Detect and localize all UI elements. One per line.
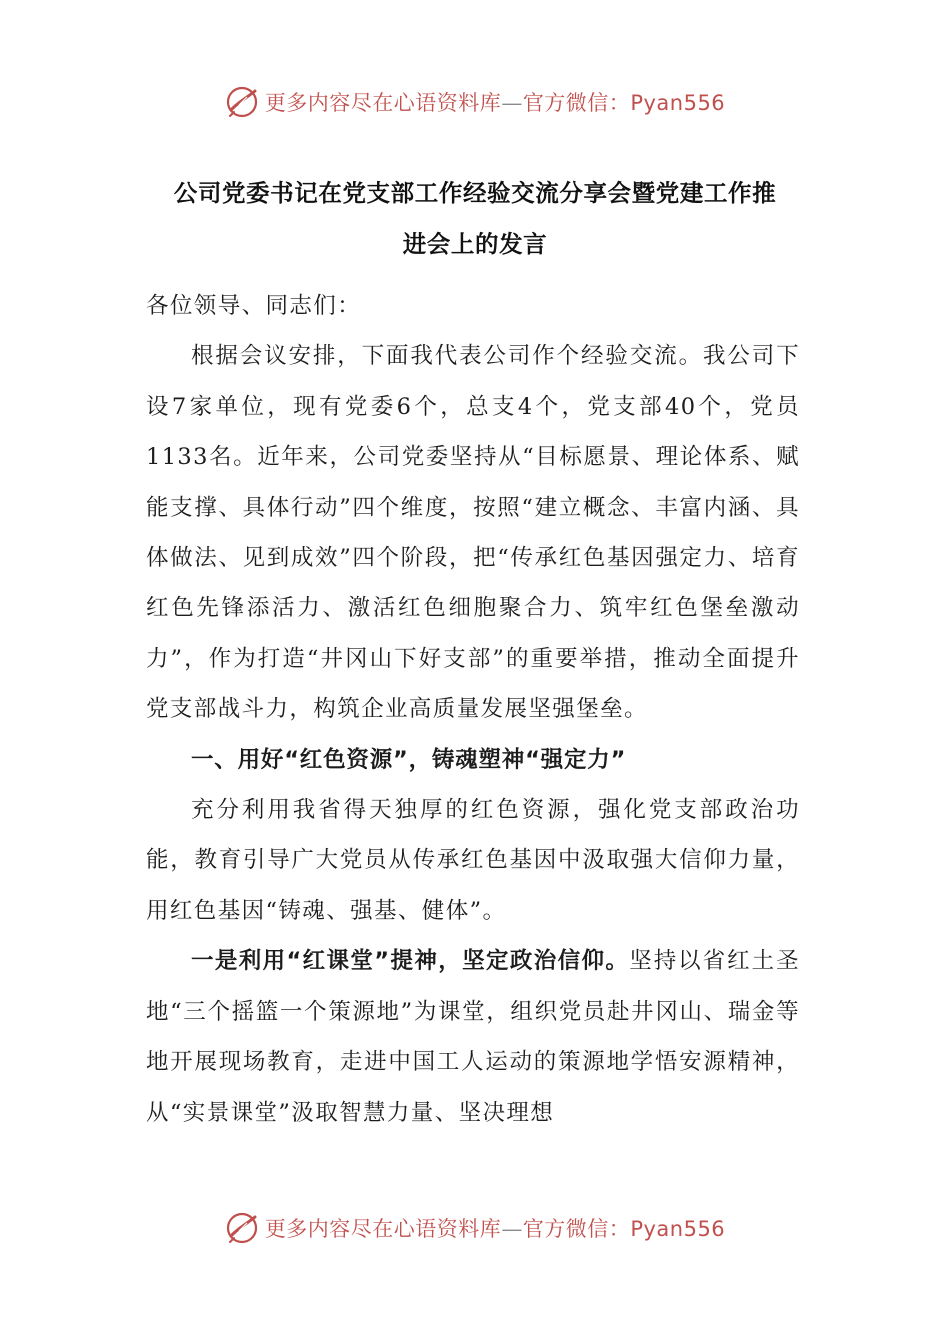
point-1-text: 坚持以省红土圣地“三个摇篮一个策源地”为课堂，组织党员赴井冈山、瑞金等地开展现场教育，走进中国工人运动的策源地学悟安源精神，从“实景课堂”汲取智慧力量、坚决理想 xyxy=(146,948,800,1126)
watermark-banner-top xyxy=(0,82,950,122)
watermark-wechat-id: Pyan556 xyxy=(630,91,726,115)
watermark-wechat-id: Pyan556 xyxy=(630,1217,726,1241)
document-title xyxy=(140,168,810,270)
title-line-1: 公司党委书记在党支部工作经验交流分享会暨党建工作推 xyxy=(173,179,777,207)
watermark-slogan: 更多内容尽在心语资料库 xyxy=(264,91,502,115)
intro-paragraph: 根据会议安排，下面我代表公司作个经验交流。我公司下设7家单位，现有党委6个，总支4个，党支部40个，党员1133名。近年来，公司党委坚持从“目标愿景、理论体系、赋能支撑、具体行动”四个维度，按照“建立概念、丰富内涵、具体做法、见到成效”四个阶段，把“传承红色基因强定力、培育红色先锋添活力、激活红色细胞聚合力、筑牢红色堡垒激动力”，作为打造“井冈山下好支部”的重要举措，推动全面提升党支部战斗力，构筑企业高质量发展坚强堡垒。 xyxy=(146,343,800,723)
salutation: 各位领导、同志们： xyxy=(146,293,362,319)
pen-logo-icon xyxy=(225,85,259,119)
point-1-paragraph xyxy=(146,936,800,1138)
pen-logo-icon xyxy=(225,1211,259,1245)
watermark-slogan: 更多内容尽在心语资料库 xyxy=(264,1217,502,1241)
watermark-banner-bottom xyxy=(0,1208,950,1248)
watermark-text xyxy=(265,1213,725,1243)
watermark-wechat-label: 官方微信： xyxy=(522,1217,631,1241)
watermark-text xyxy=(265,87,725,117)
watermark-wechat-label: 官方微信： xyxy=(522,91,631,115)
title-line-2: 进会上的发言 xyxy=(402,230,548,258)
watermark-separator: — xyxy=(501,1217,523,1241)
section-1-heading: 一、用好“红色资源”，铸魂塑神“强定力” xyxy=(191,746,627,773)
point-1-lead: 一是利用“红课堂”提神，坚定政治信仰。 xyxy=(191,948,630,975)
watermark-separator: — xyxy=(501,91,523,115)
document-body xyxy=(146,281,800,1138)
section-1-paragraph: 充分利用我省得天独厚的红色资源，强化党支部政治功能，教育引导广大党员从传承红色基因中汲取强大信仰力量，用红色基因“铸魂、强基、健体”。 xyxy=(146,797,800,924)
